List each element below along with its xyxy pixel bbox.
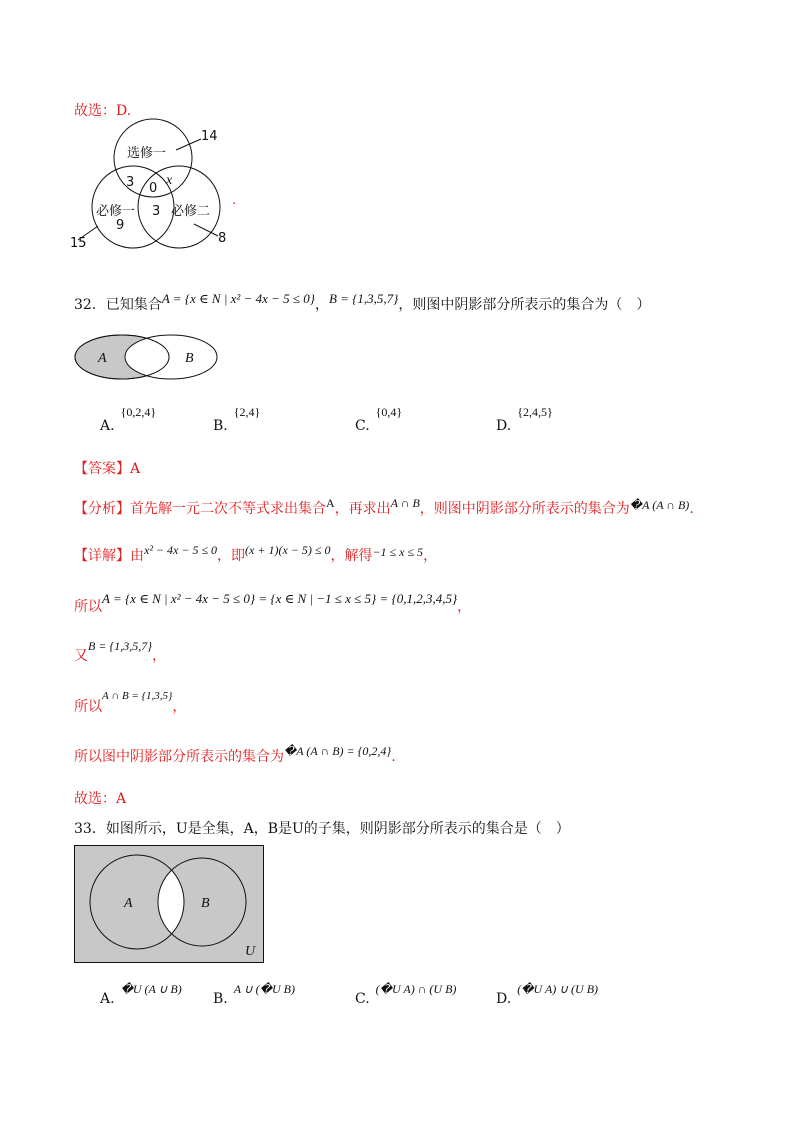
q32-suffix: ，则图中阴影部分所表示的集合为（ ） bbox=[398, 297, 651, 313]
detail-math: A ∩ B = {1,3,5} bbox=[102, 690, 173, 702]
q32-label-a: A bbox=[98, 351, 107, 366]
option-letter: B. bbox=[213, 991, 228, 1007]
detail-text: 所以 bbox=[74, 699, 102, 715]
q32-analysis bbox=[74, 498, 694, 518]
detail-math: �A (A ∩ B) = {0,2,4} bbox=[284, 744, 392, 758]
leader-14 bbox=[176, 139, 201, 150]
option-value: {0,2,4} bbox=[120, 405, 157, 419]
venn-n-x: x bbox=[166, 173, 173, 188]
option-value: �U (A ∪ B) bbox=[120, 982, 182, 996]
detail-end: ， bbox=[172, 699, 187, 715]
analysis-text-2: ，再求出 bbox=[334, 501, 391, 517]
option-letter: D. bbox=[496, 991, 512, 1007]
detail-end: ， bbox=[457, 599, 472, 615]
option-letter: A. bbox=[100, 991, 115, 1007]
detail-text: ，即 bbox=[217, 548, 246, 564]
prev-venn-diagram bbox=[70, 120, 250, 250]
option-value: (�U A) ∩ (U B) bbox=[375, 982, 457, 996]
q32-option-b[interactable] bbox=[213, 405, 261, 434]
q32-choose-line: 故选：A bbox=[74, 791, 127, 807]
venn-n-0: 0 bbox=[149, 181, 158, 196]
detail-math: −1 ≤ x ≤ 5 bbox=[372, 545, 424, 559]
analysis-sym-ab: A ∩ B bbox=[390, 496, 420, 510]
q32-detail-line-1 bbox=[74, 545, 437, 565]
analysis-text-1: 【分析】首先解一元二次不等式求出集合 bbox=[74, 501, 326, 517]
q33-label-u: U bbox=[245, 944, 256, 959]
detail-text: 【详解】由 bbox=[74, 548, 144, 564]
detail-end: . bbox=[391, 749, 396, 765]
q32-label-b: B bbox=[185, 351, 194, 366]
prev-choose-line: 故选：D. bbox=[74, 103, 132, 119]
detail-end: ， bbox=[152, 648, 167, 664]
venn-label-left: 必修一 bbox=[96, 204, 136, 219]
venn-n-14: 14 bbox=[201, 129, 218, 144]
detail-end: ， bbox=[423, 548, 438, 564]
option-value: {2,4} bbox=[233, 405, 261, 419]
option-letter: B. bbox=[213, 418, 228, 434]
q32-option-c[interactable] bbox=[355, 405, 403, 434]
detail-math: A = {x ∈ N | x² − 4x − 5 ≤ 0} = {x ∈ N | −1 ≤ x ≤ 5} = {0,1,2,3,4,5} bbox=[102, 591, 458, 606]
q32-set-a: A = {x ∈ N | x² − 4x − 5 ≤ 0} bbox=[161, 291, 315, 306]
option-value: (�U A) ∪ (U B) bbox=[517, 982, 599, 996]
analysis-sym-a: A bbox=[326, 496, 335, 510]
q32-detail-line-3 bbox=[74, 639, 167, 665]
q32-option-a[interactable] bbox=[100, 405, 157, 434]
option-value: A ∪ (�U B) bbox=[233, 982, 295, 996]
q32-set-b: B = {1,3,5,7} bbox=[328, 291, 399, 306]
q33-option-b[interactable] bbox=[213, 982, 295, 1007]
detail-text: 所以 bbox=[74, 599, 102, 615]
option-value: {0,4} bbox=[375, 405, 403, 419]
q33-option-d[interactable] bbox=[496, 982, 599, 1007]
venn-n-8: 8 bbox=[218, 231, 227, 246]
q32-stem bbox=[74, 291, 651, 314]
option-letter: D. bbox=[496, 418, 512, 434]
leader-8 bbox=[194, 224, 218, 236]
q32-detail-line-4 bbox=[74, 690, 187, 716]
option-letter: C. bbox=[355, 418, 370, 434]
detail-text: 所以图中阴影部分所表示的集合为 bbox=[74, 749, 284, 765]
q32-option-d[interactable] bbox=[496, 405, 553, 434]
option-letter: C. bbox=[355, 991, 370, 1007]
q32-detail-line-2 bbox=[74, 591, 472, 616]
q32-detail-line-5 bbox=[74, 746, 396, 766]
q33-label-b: B bbox=[201, 896, 210, 911]
detail-text: ，解得 bbox=[330, 548, 373, 564]
option-value: {2,4,5} bbox=[517, 405, 553, 419]
option-letter: A. bbox=[100, 418, 115, 434]
analysis-end: . bbox=[689, 501, 694, 517]
q33-option-a[interactable] bbox=[100, 982, 182, 1007]
q33-label-a: A bbox=[124, 896, 133, 911]
venn-label-right: 必修二 bbox=[171, 204, 211, 219]
detail-math: B = {1,3,5,7} bbox=[88, 639, 153, 653]
analysis-text-3: ，则图中阴影部分所表示的集合为 bbox=[419, 501, 630, 517]
detail-math: x² − 4x − 5 ≤ 0 bbox=[144, 543, 218, 557]
venn-dot: . bbox=[232, 193, 237, 208]
venn-n-3-left: 3 bbox=[126, 175, 135, 190]
venn-n-15: 15 bbox=[70, 236, 87, 251]
venn-label-top: 选修一 bbox=[127, 146, 167, 161]
q32-venn-diagram bbox=[70, 334, 220, 384]
detail-math: (x + 1)(x − 5) ≤ 0 bbox=[245, 543, 331, 557]
q32-answer: 【答案】A bbox=[74, 461, 141, 477]
q32-prefix: 32．已知集合 bbox=[74, 297, 162, 313]
q32-comma: ， bbox=[314, 297, 329, 313]
analysis-sym-comp: �A (A ∩ B) bbox=[629, 498, 690, 512]
q33-venn-diagram bbox=[74, 845, 264, 963]
venn-n-3-mid: 3 bbox=[152, 204, 161, 219]
q33-option-c[interactable] bbox=[355, 982, 457, 1007]
venn-n-9: 9 bbox=[116, 218, 125, 233]
q33-stem: 33．如图所示，U是全集，A，B是U的子集，则阴影部分所表示的集合是（ ） bbox=[74, 821, 570, 837]
detail-text: 又 bbox=[74, 648, 88, 664]
